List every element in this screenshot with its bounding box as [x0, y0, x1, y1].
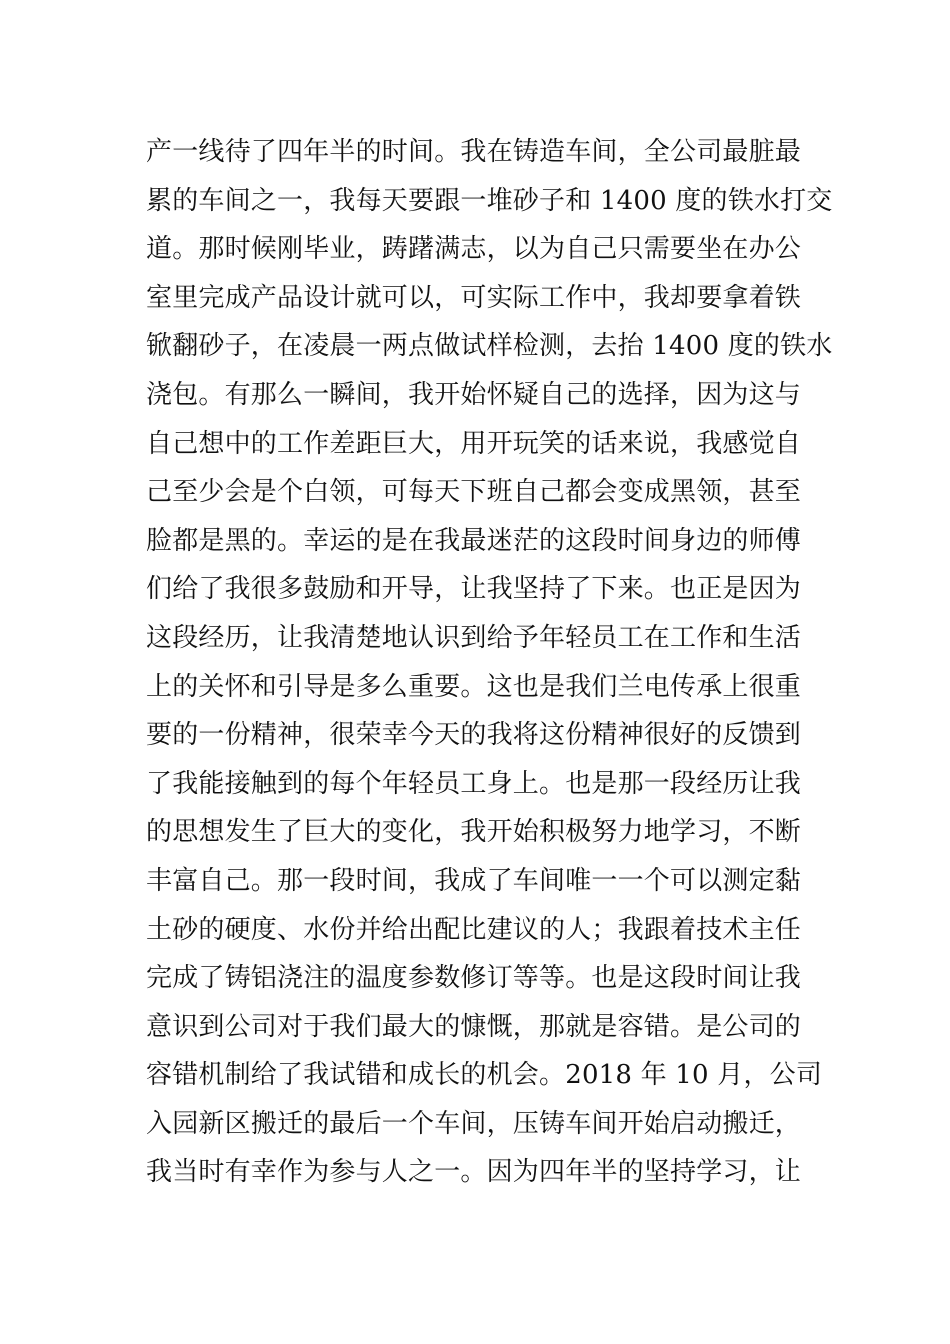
text-line: 自己想中的工作差距巨大，用开玩笑的话来说，我感觉自	[146, 428, 802, 459]
text-line: 丰富自己。那一段时间，我成了车间唯一一个可以测定黏	[146, 865, 802, 896]
text-line: 道。那时候刚毕业，踌躇满志，以为自己只需要坐在办公	[146, 234, 802, 265]
text-line: 要的一份精神，很荣幸今天的我将这份精神很好的反馈到	[146, 720, 802, 751]
text-line: 这段经历，让我清楚地认识到给予年轻员工在工作和生活	[146, 622, 802, 653]
text-line: 己至少会是个白领，可每天下班自己都会变成黑领，甚至	[146, 477, 802, 508]
text-line: 入园新区搬迁的最后一个车间，压铸车间开始启动搬迁，	[146, 1108, 802, 1139]
text-line: 们给了我很多鼓励和开导，让我坚持了下来。也正是因为	[146, 574, 802, 605]
text-line: 完成了铸铝浇注的温度参数修订等等。也是这段时间让我	[146, 963, 802, 994]
text-line: 土砂的硬度、水份并给出配比建议的人；我跟着技术主任	[146, 914, 802, 945]
text-line: 的思想发生了巨大的变化，我开始积极努力地学习，不断	[146, 817, 802, 848]
text-line: 上的关怀和引导是多么重要。这也是我们兰电传承上很重	[146, 671, 802, 702]
text-line: 我当时有幸作为参与人之一。因为四年半的坚持学习，让	[146, 1157, 802, 1188]
text-line: 意识到公司对于我们最大的慷慨，那就是容错。是公司的	[146, 1011, 802, 1042]
text-line: 锨翻砂子，在凌晨一两点做试样检测，去抬 1400 度的铁水	[146, 331, 833, 362]
text-line: 脸都是黑的。幸运的是在我最迷茫的这段时间身边的师傅	[146, 525, 802, 556]
text-line: 了我能接触到的每个年轻员工身上。也是那一段经历让我	[146, 768, 802, 799]
body-text	[146, 128, 833, 1197]
text-line: 累的车间之一，我每天要跟一堆砂子和 1400 度的铁水打交	[146, 185, 833, 216]
text-line: 产一线待了四年半的时间。我在铸造车间，全公司最脏最	[146, 137, 802, 167]
text-line: 容错机制给了我试错和成长的机会。2018 年 10 月，公司	[146, 1060, 823, 1091]
text-line: 室里完成产品设计就可以，可实际工作中，我却要拿着铁	[146, 282, 802, 313]
text-line: 浇包。有那么一瞬间，我开始怀疑自己的选择，因为这与	[146, 379, 802, 410]
